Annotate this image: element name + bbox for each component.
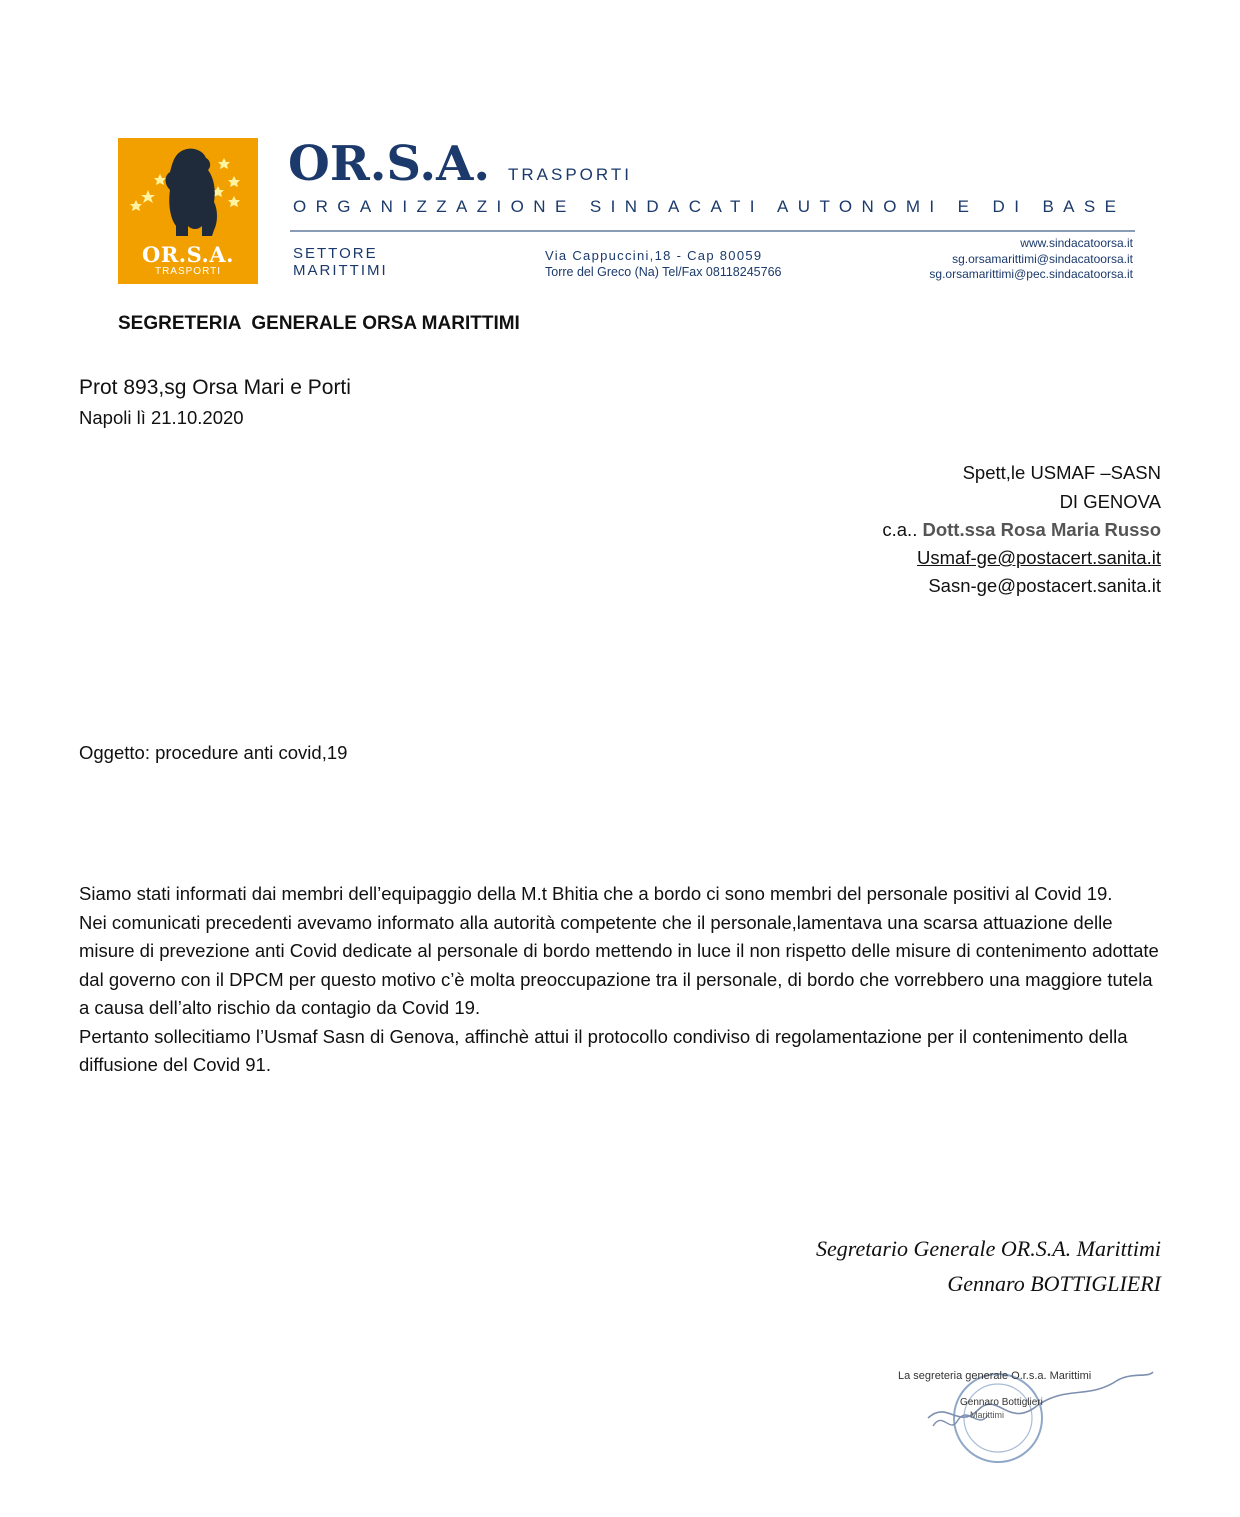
email-link[interactable]: sg.orsamarittimi@sindacatoorsa.it [952,252,1133,266]
website-link[interactable]: www.sindacatoorsa.it [1020,236,1133,250]
official-stamp [898,1360,1158,1470]
recipient-email-usmaf[interactable]: Usmaf-ge@postacert.sanita.it [917,547,1161,568]
stamp-text: La segreteria generale O.r.s.a. Marittimi [898,1370,1092,1382]
recipient-attention [882,519,1161,541]
body-paragraph: Nei comunicati precedenti avevamo informato alla autorità competente che il personale,lamentava una scarsa attuazione delle misure di prevezione anti Covid dedicate al personale di bordo mettendo in luce il non rispetto delle misure di contenimento adottate dal governo con il DPCM per questo motivo c’è molta preoccupazione tra il personale, di bordo che vorrebbero una maggiore tutela a causa dell’alto rischio da contagio da Covid 19. [79,911,1159,1018]
signatory-title: Segretario Generale OR.S.A. Marittimi [815,1236,1161,1261]
brand-name: OR.S.A. [288,136,491,192]
letter-date: Napoli lì 21.10.2020 [79,407,244,428]
logo-subtext: TRASPORTI [154,266,222,277]
orsa-logo [118,138,258,284]
stamp-name: Gennaro Bottiglieri [960,1397,1043,1408]
address-line2: Torre del Greco (Na) Tel/Fax 08118245766 [545,265,782,279]
body-paragraph: Pertanto sollecitiamo l’Usmaf Sasn di Genova, affinchè attui il protocollo condiviso di regolamentazione per il contenimento della diffusione del Covid 91. [79,1025,1128,1075]
stamp-subtext: Marittimi [970,1410,1004,1420]
recipient-email-sasn: Sasn-ge@postacert.sanita.it [928,575,1161,596]
logo-text: OR.S.A. [142,242,234,267]
office-heading: SEGRETERIA GENERALE ORSA MARITTIMI [118,313,520,334]
body-paragraph: Siamo stati informati dai membri dell’equipaggio della M.t Bhitia che a bordo ci sono membri del personale positivi al Covid 19. [79,883,1113,904]
pec-email-link[interactable]: sg.orsamarittimi@pec.sindacatoorsa.it [929,267,1133,281]
signatory-name: Gennaro BOTTIGLIERI [947,1271,1161,1296]
letter-subject: Oggetto: procedure anti covid,19 [79,742,348,763]
attention-name: Dott.ssa Rosa Maria Russo [922,519,1161,540]
sector-label-line2: MARITTIMI [293,262,388,279]
recipient-line2: DI GENOVA [1059,491,1161,512]
recipient-line1: Spett,le USMAF –SASN [962,462,1161,483]
organization-full-name: ORGANIZZAZIONE SINDACATI AUTONOMI E DI BASE [293,197,1126,216]
sector-label-line1: SETTORE [293,245,378,262]
letter-body [79,880,1164,1080]
address-line1: Via Cappuccini,18 - Cap 80059 [545,248,763,263]
attention-prefix: c.a.. [882,519,923,540]
header-divider [290,230,1135,232]
brand-subtitle: TRASPORTI [508,165,632,184]
protocol-number: Prot 893,sg Orsa Mari e Porti [79,376,351,399]
